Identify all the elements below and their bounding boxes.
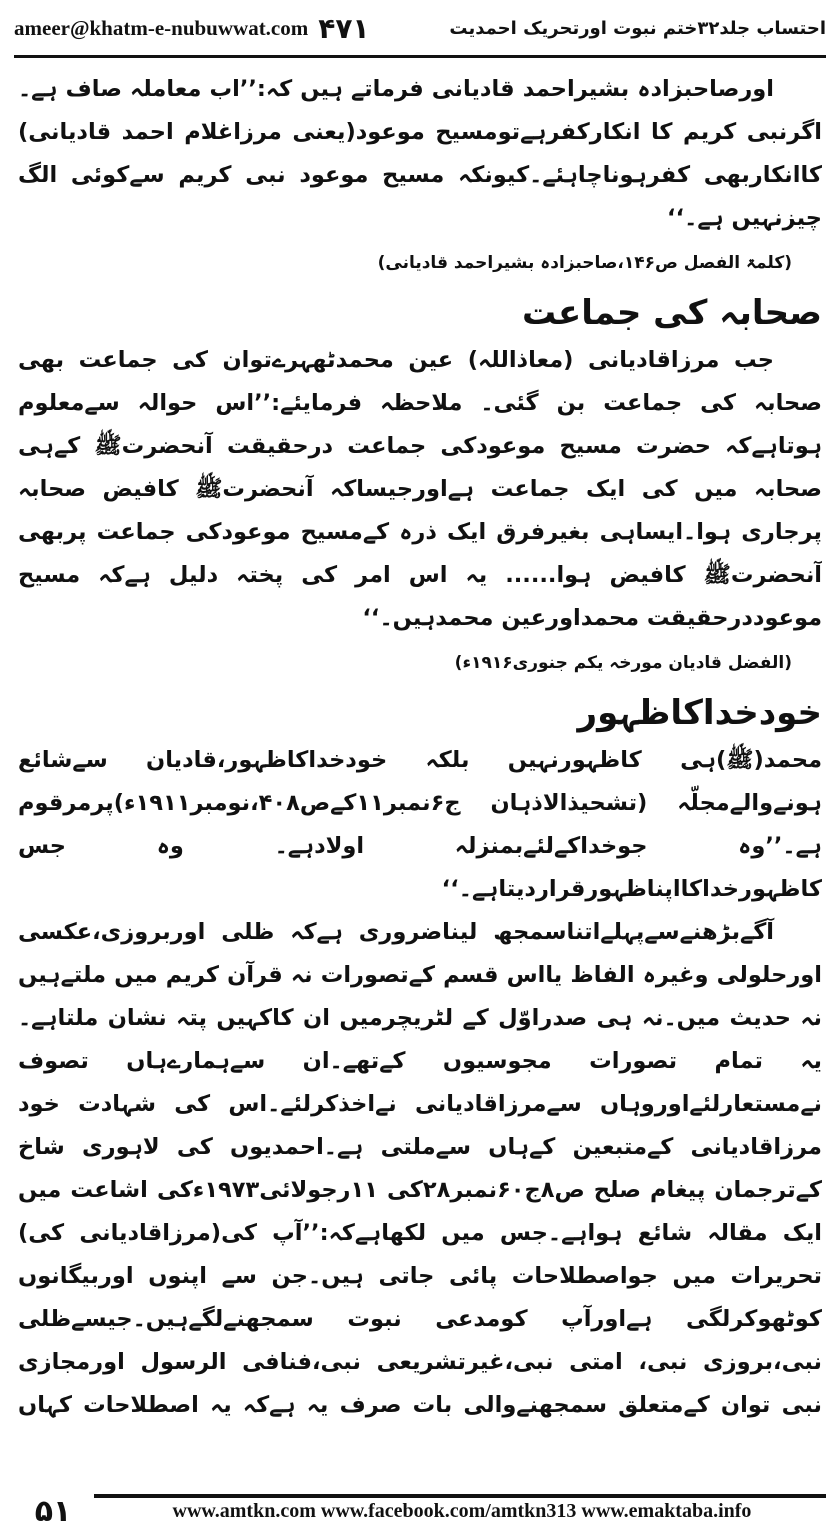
header-page-number: ۴۷۱ <box>318 11 370 45</box>
section-heading-sahaba: صحابہ کی جماعت <box>522 293 822 333</box>
paragraph-4: آگےبڑھنےسےپہلےاتناسمجھ لیناضروری ہےکہ ظلی اوربروزی،عکسی اورحلولی وغیرہ الفاظ یااس قسم کےتصورات نہ قرآن کریم میں ملتےہیں نہ حدیث میں۔نہ ہی صدراوّل کے لٹریچرمیں ان کاکہیں پتہ نشان ملتاہے۔یہ تمام تصورات مجوسیوں کےتھے۔ان سےہمارےہاں تصوف نےمستعارلئےاوروہاں سےمرزاقادیانی نےاخذکرلئے۔اس کی شہادت خود مرزاقادیانی کےمتبعین کےہاں سےملتی ہے۔احمدیوں کی لاہوری شاخ کےترجمان پیغام صلح ص۸ج۶۰نمبر۲۸کی ۱۱رجولائی۱۹۷۳ءکی اشاعت میں ایک مقالہ شائع ہواہے۔جس میں لکھاہےکہ:’’آپ کی(مرزاقادیانی کی) تحریرات میں جواصطلاحات پائی جاتی ہیں۔جن سے اپنوں اوربیگانوں کوٹھوکرلگی ہےاورآپ کومدعی نبوت سمجھنےلگےہیں۔جیسےظلی نبی،بروزی نبی، امتی نبی،غیرتشریعی نبی،فنافی الرسول اورمجازی نبی توان کےمتعلق سمجھنےوالی بات صرف یہ ہےکہ یہ اصطلاحات کہاں <box>18 919 822 1418</box>
header-divider <box>14 55 826 58</box>
paragraph-3: محمد(ﷺ)ہی کاظہورنہیں بلکہ خودخداکاظہور،قادیان سےشائع ہونےوالےمجلّہ (تشحیذالاذہان ج۶نمبر۱۱کےص۴۰۸،نومبر۱۹۱۱ء)پرمرقوم ہے۔’’وہ جوخداکےلئےبمنزلہ اولادہے۔ وہ جس کاظہورخداکااپناظہورقراردیتاہے۔‘‘ <box>18 747 822 902</box>
header-email: ameer@khatm-e-nubuwwat.com <box>14 15 309 40</box>
header-left <box>14 12 370 45</box>
citation-2: (الفضل قادیان مورخہ یکم جنوری۱۹۱۶ء) <box>454 653 792 673</box>
header-book-title: احتساب جلد۳۲ختم نبوت اورتحریک احمدیت <box>449 17 826 39</box>
section-heading-zuhoor: خودخداکاظہور <box>577 693 822 733</box>
page-content <box>18 68 822 1433</box>
page-header <box>14 4 826 52</box>
citation-1: (کلمۃ الفصل ص۱۴۶،صاحبزادہ بشیراحمد قادیانی) <box>377 253 792 273</box>
footer-urls: www.amtkn.com www.facebook.com/amtkn313 www.emaktaba.info <box>172 1500 752 1522</box>
footer-page-number: ۵۱ <box>34 1493 72 1529</box>
footer-divider <box>94 1494 826 1498</box>
page-footer <box>14 1488 826 1534</box>
citation-2-line <box>18 640 822 685</box>
citation-1-line <box>18 240 822 285</box>
paragraph-2: جب مرزاقادیانی (معاذاللہ) عین محمدٹھہرےتوان کی جماعت بھی صحابہ کی جماعت بن گئی۔ ملاحظہ فرمایئے:’’اس حوالہ سےمعلوم ہوتاہےکہ حضرت مسیح موعودکی جماعت درحقیقت آنحضرتﷺ کےہی صحابہ میں کی ایک جماعت ہےاورجیساکہ آنحضرتﷺ کافیض صحابہ پرجاری ہوا۔ایساہی بغیرفرق ایک ذرہ کےمسیح موعودکی جماعت پربھی آنحضرتﷺ کافیض ہوا...... یہ اس امر کی پختہ دلیل ہےکہ مسیح موعوددرحقیقت محمداورعین محمدہیں۔‘‘ <box>18 347 822 631</box>
paragraph-1: اورصاحبزادہ بشیراحمد قادیانی فرماتے ہیں کہ:’’اب معاملہ صاف ہے۔اگرنبی کریم کا انکارکفرہےتومسیح موعود(یعنی مرزاغلام احمد قادیانی) کاانکاربھی کفرہوناچاہئے۔کیونکہ مسیح موعود نبی کریم سےکوئی الگ چیزنہیں ہے۔‘‘ <box>18 76 822 231</box>
